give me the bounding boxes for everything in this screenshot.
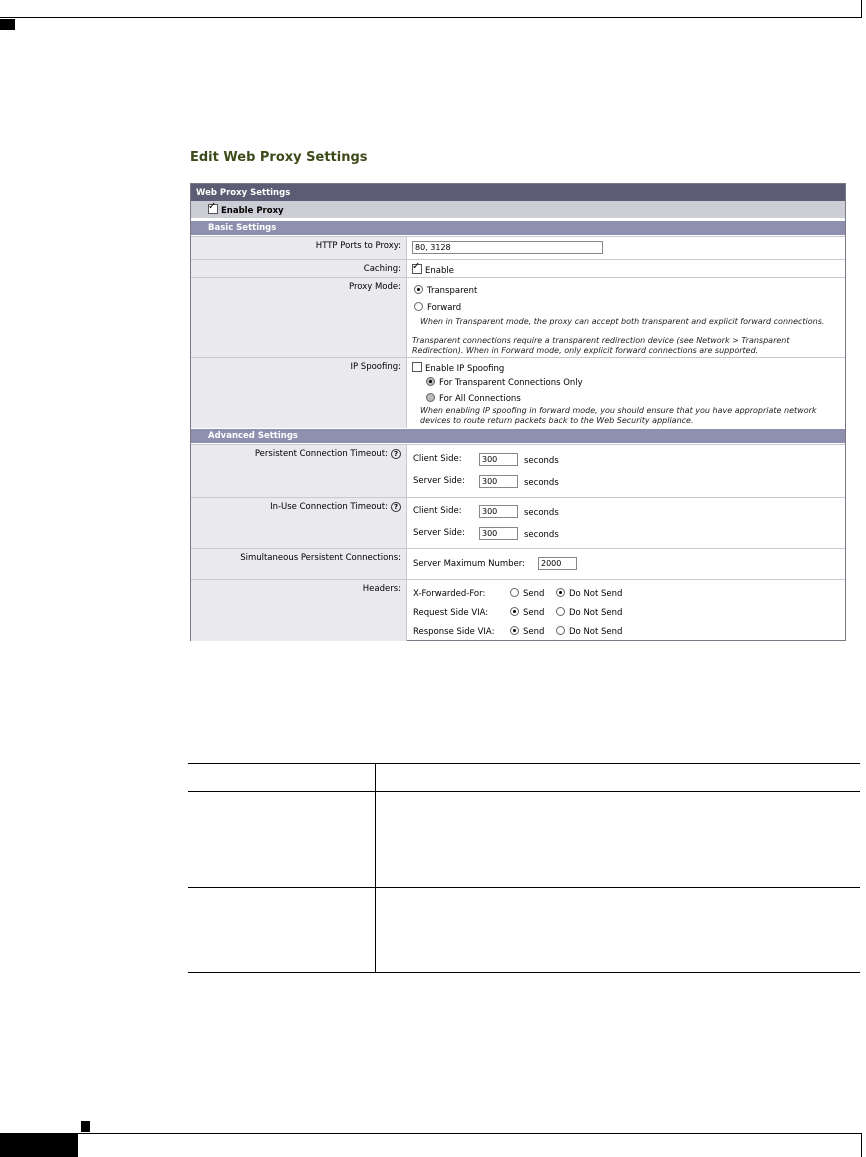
inuse-client-unit: seconds bbox=[524, 508, 559, 518]
persistent-client-input[interactable]: 300 bbox=[479, 453, 518, 466]
help-icon[interactable]: ? bbox=[391, 449, 401, 459]
response-via-send-radio[interactable] bbox=[510, 626, 519, 635]
inuse-server-label: Server Side: bbox=[413, 528, 465, 538]
http-ports-row bbox=[191, 236, 845, 259]
all-connections-label: For All Connections bbox=[439, 394, 521, 404]
caching-checkbox[interactable] bbox=[412, 264, 422, 274]
page-title: Edit Web Proxy Settings bbox=[190, 150, 368, 165]
http-ports-input[interactable]: 80, 3128 bbox=[412, 241, 603, 254]
persistent-server-input[interactable]: 300 bbox=[479, 475, 518, 488]
server-maximum-label: Server Maximum Number: bbox=[413, 559, 526, 569]
x-forwarded-for-label: X-Forwarded-For: bbox=[413, 589, 486, 599]
inuse-client-label: Client Side: bbox=[413, 506, 462, 516]
documentation-table bbox=[188, 763, 860, 973]
forward-radio[interactable] bbox=[414, 302, 423, 311]
persistent-timeout-row bbox=[191, 444, 845, 497]
page-header-marker bbox=[0, 19, 15, 30]
proxy-mode-note-2: Transparent connections require a transparent redirection device (see Network > Transparent Redirection). When in Forward mode, only explicit forward connections are supported. bbox=[412, 336, 790, 355]
persistent-timeout-label: Persistent Connection Timeout: bbox=[254, 449, 388, 459]
enable-proxy-label: Enable Proxy bbox=[221, 206, 284, 216]
ip-spoofing-row bbox=[191, 357, 845, 428]
help-icon[interactable]: ? bbox=[391, 502, 401, 512]
enable-proxy-checkbox[interactable] bbox=[208, 204, 218, 214]
proxy-mode-row bbox=[191, 277, 845, 357]
transparent-label: Transparent bbox=[427, 286, 478, 296]
caching-row bbox=[191, 259, 845, 277]
transparent-radio[interactable] bbox=[414, 285, 423, 294]
response-via-do-not-send-radio[interactable] bbox=[556, 626, 565, 635]
ip-spoofing-label: IP Spoofing: bbox=[191, 358, 407, 428]
inuse-server-unit: seconds bbox=[524, 530, 559, 540]
page-footer-tab bbox=[0, 1134, 78, 1157]
transparent-only-label: For Transparent Connections Only bbox=[439, 378, 583, 388]
response-via-send-label: Send bbox=[523, 627, 545, 637]
request-via-send-radio[interactable] bbox=[510, 607, 519, 616]
request-via-send-label: Send bbox=[523, 608, 545, 618]
x-forwarded-send-label: Send bbox=[523, 589, 545, 599]
ip-spoofing-enable-label: Enable IP Spoofing bbox=[425, 364, 505, 374]
server-maximum-input[interactable]: 2000 bbox=[538, 557, 577, 570]
inuse-server-input[interactable]: 300 bbox=[479, 527, 518, 540]
enable-proxy-row bbox=[191, 201, 845, 218]
request-via-do-not-send-radio[interactable] bbox=[556, 607, 565, 616]
simultaneous-row bbox=[191, 548, 845, 579]
table-rule-row bbox=[188, 887, 860, 888]
simultaneous-label: Simultaneous Persistent Connections: bbox=[191, 549, 407, 579]
table-column-divider bbox=[375, 763, 376, 973]
http-ports-label: HTTP Ports to Proxy: bbox=[191, 237, 407, 259]
table-rule-bottom bbox=[188, 972, 860, 973]
headers-row bbox=[191, 579, 845, 641]
web-proxy-settings-panel bbox=[190, 183, 846, 641]
panel-header: Web Proxy Settings bbox=[191, 184, 845, 201]
headers-label: Headers: bbox=[191, 580, 407, 641]
forward-label: Forward bbox=[427, 303, 462, 313]
response-via-label: Response Side VIA: bbox=[413, 627, 495, 637]
table-rule-header bbox=[188, 791, 860, 792]
response-via-do-not-send-label: Do Not Send bbox=[569, 627, 623, 637]
x-forwarded-send-radio[interactable] bbox=[510, 588, 519, 597]
page-header-rule-end bbox=[861, 0, 862, 18]
request-via-label: Request Side VIA: bbox=[413, 608, 489, 618]
page-footer-marker bbox=[81, 1121, 90, 1132]
table-rule-top bbox=[188, 763, 860, 764]
ip-spoofing-note: When enabling IP spoofing in forward mode, you should ensure that you have appropriate network devices to route return packets back to the Web Security appliance. bbox=[420, 406, 817, 425]
caching-option-label: Enable bbox=[425, 266, 454, 276]
proxy-mode-label: Proxy Mode: bbox=[191, 278, 407, 357]
request-via-do-not-send-label: Do Not Send bbox=[569, 608, 623, 618]
all-connections-radio[interactable] bbox=[426, 393, 435, 402]
inuse-timeout-label: In-Use Connection Timeout: bbox=[270, 502, 388, 512]
page-footer-rule bbox=[0, 1133, 862, 1134]
ip-spoofing-checkbox[interactable] bbox=[412, 362, 422, 372]
x-forwarded-do-not-send-label: Do Not Send bbox=[569, 589, 623, 599]
persistent-client-unit: seconds bbox=[524, 456, 559, 466]
inuse-client-input[interactable]: 300 bbox=[479, 505, 518, 518]
caching-label: Caching: bbox=[191, 260, 407, 277]
page-footer-rule-end bbox=[861, 1133, 862, 1157]
persistent-client-label: Client Side: bbox=[413, 454, 462, 464]
page-header-rule bbox=[0, 17, 862, 18]
persistent-server-unit: seconds bbox=[524, 478, 559, 488]
basic-settings-header: Basic Settings bbox=[191, 221, 845, 235]
persistent-server-label: Server Side: bbox=[413, 476, 465, 486]
x-forwarded-do-not-send-radio[interactable] bbox=[556, 588, 565, 597]
advanced-settings-header: Advanced Settings bbox=[191, 429, 845, 443]
inuse-timeout-row bbox=[191, 497, 845, 548]
transparent-only-radio[interactable] bbox=[426, 377, 435, 386]
proxy-mode-note-1: When in Transparent mode, the proxy can accept both transparent and explicit forward connections. bbox=[420, 317, 825, 326]
